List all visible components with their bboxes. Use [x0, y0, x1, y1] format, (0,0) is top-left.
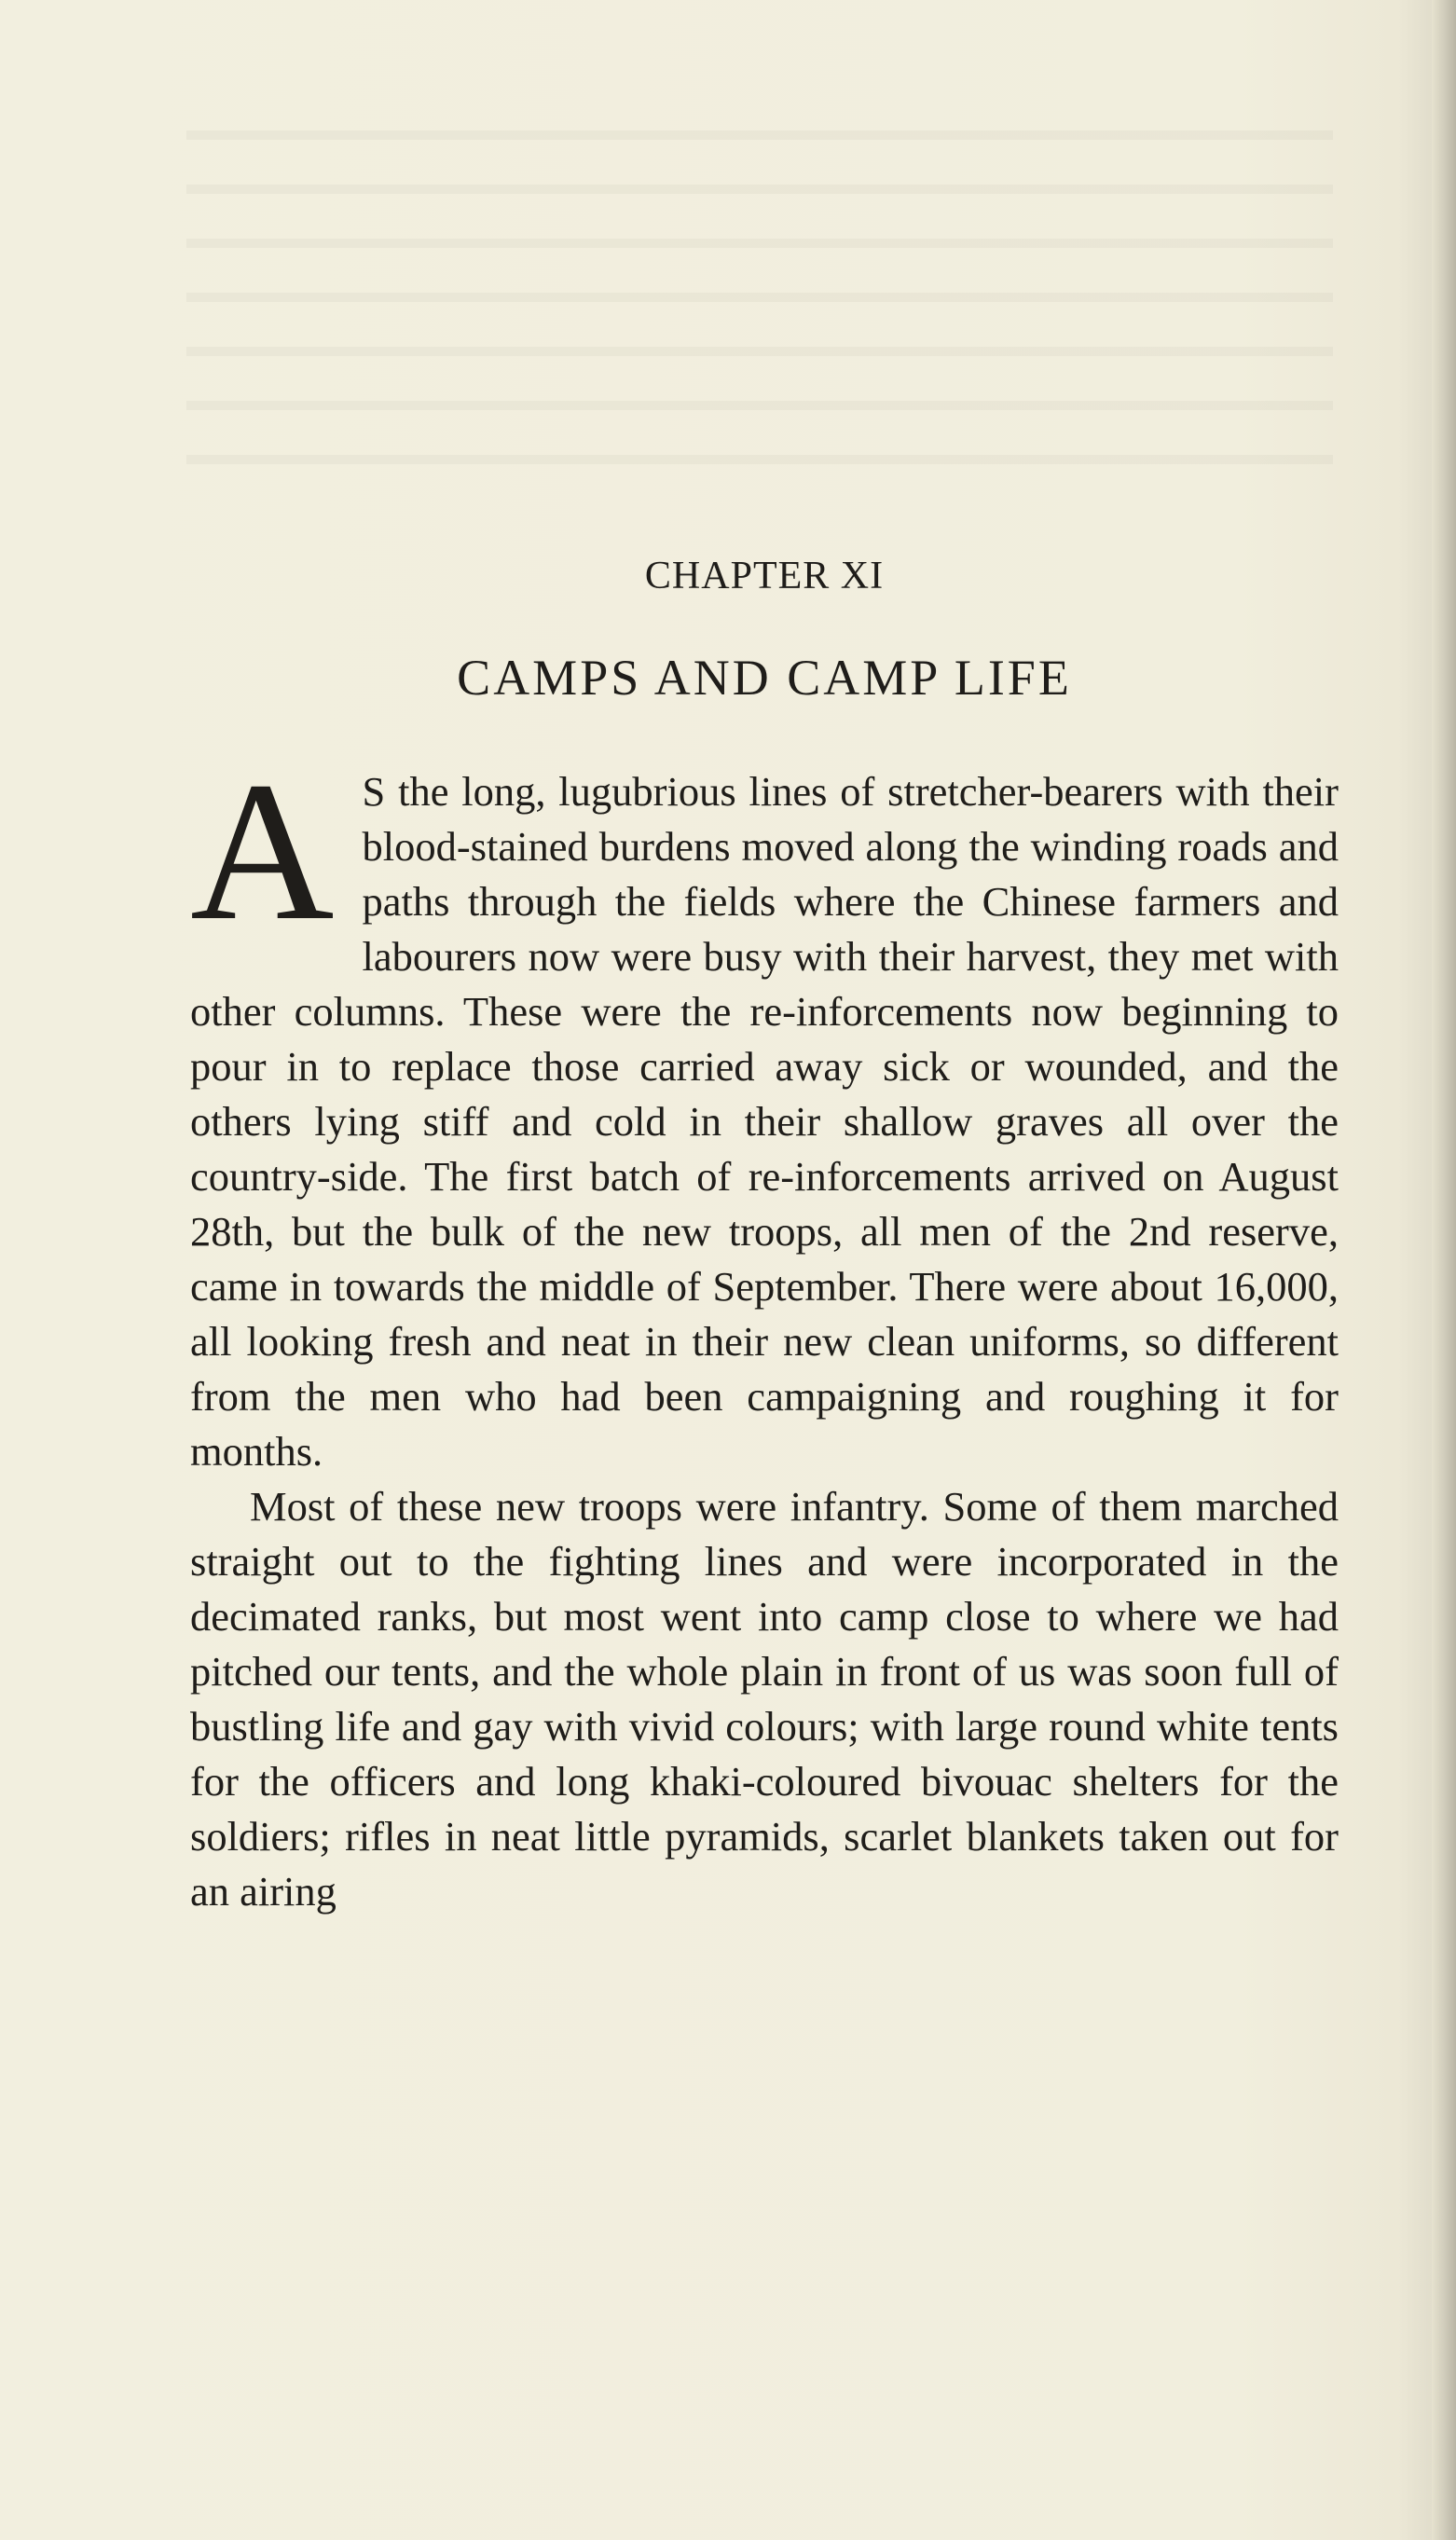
bleed-through-texture — [186, 103, 1333, 494]
page-edge-shadow — [1432, 0, 1456, 2540]
drop-cap: A — [190, 741, 335, 962]
chapter-body — [190, 741, 1339, 1919]
paragraph-2: Most of these new troops were infantry. Some of them marched straight out to the fighting lines and were incorporated in the decimated ranks, but most went into camp close to where we had pitched our tents, and the whole plain in front of us was soon full of bustling life and gay with vivid colours; with large round white tents for the officers and long khaki-coloured bivouac shelters for the soldiers; rifles in neat little pyramids, scarlet blankets taken out for an airing — [190, 1483, 1339, 1915]
chapter-title: CAMPS AND CAMP LIFE — [457, 650, 1072, 706]
paragraph-1-text: S the long, lugubrious lines of stretcher-bearers with their blood-stained burdens moved along the winding roads and paths through the fields where the Chinese farmers and labourers now were busy with their harvest, they met with other columns. These were the re-inforcements now beginning to pour in to replace those carried away sick or wounded, and the others lying stiff and cold in their shallow graves all over the country-side. The first batch of re-inforcements arrived on August 28th, but the bulk of the new troops, all men of the 2nd reserve, came in towards the middle of September. There were about 16,000, all looking fresh and neat in their new clean uniforms, so different from the men who had been campaigning and roughing it for months. — [190, 768, 1339, 1475]
paragraph-1 — [190, 741, 1339, 1479]
chapter-number: CHAPTER XI — [644, 555, 885, 597]
